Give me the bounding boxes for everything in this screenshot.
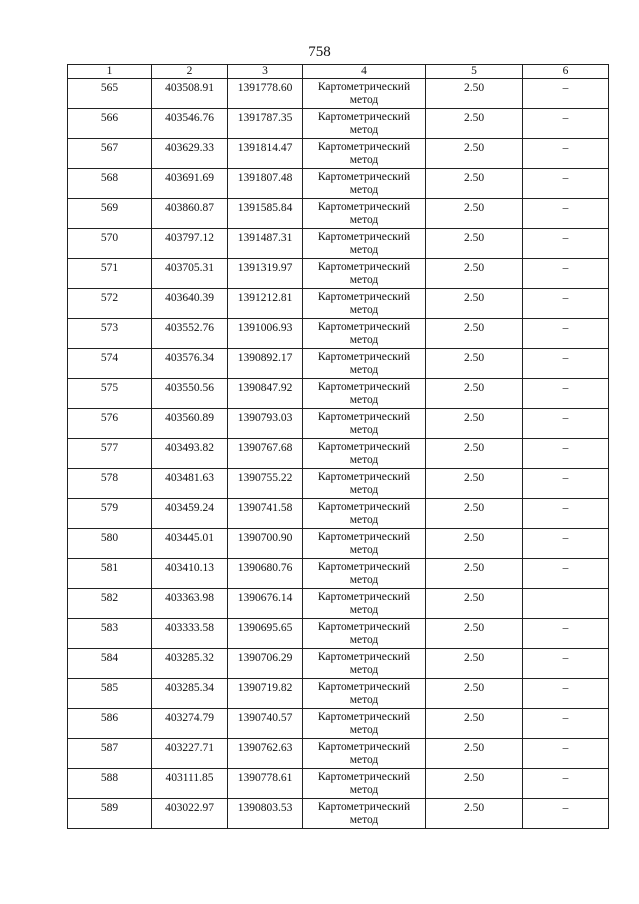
point-number-cell: 570: [68, 229, 152, 259]
accuracy-cell: 2.50: [426, 619, 523, 649]
method-line: метод: [349, 454, 379, 466]
note-cell: –: [523, 769, 609, 799]
method-line: метод: [349, 574, 379, 586]
accuracy-cell: 2.50: [426, 409, 523, 439]
x-coordinate-cell: 403459.24: [152, 499, 228, 529]
x-coordinate-cell: 403546.76: [152, 109, 228, 139]
accuracy-cell: 2.50: [426, 739, 523, 769]
method-line: метод: [349, 544, 379, 556]
point-number-cell: 574: [68, 349, 152, 379]
y-coordinate-cell: 1390793.03: [228, 409, 303, 439]
table-row: [68, 739, 609, 769]
y-coordinate-cell: 1391319.97: [228, 259, 303, 289]
accuracy-cell: 2.50: [426, 469, 523, 499]
method-line: Картометрический: [317, 321, 411, 333]
x-coordinate-cell: 403508.91: [152, 79, 228, 109]
x-coordinate-cell: 403640.39: [152, 289, 228, 319]
table-row: [68, 319, 609, 349]
column-header: 4: [303, 65, 426, 79]
y-coordinate-cell: 1390700.90: [228, 529, 303, 559]
note-cell: –: [523, 409, 609, 439]
method-cell: [303, 589, 426, 619]
method-line: Картометрический: [317, 441, 411, 453]
method-cell: [303, 439, 426, 469]
table-row: [68, 349, 609, 379]
method-line: Картометрический: [317, 141, 411, 153]
x-coordinate-cell: 403691.69: [152, 169, 228, 199]
method-cell: [303, 409, 426, 439]
accuracy-cell: 2.50: [426, 769, 523, 799]
method-line: метод: [349, 244, 379, 256]
column-header: 5: [426, 65, 523, 79]
point-number-cell: 566: [68, 109, 152, 139]
method-cell: [303, 139, 426, 169]
y-coordinate-cell: 1391585.84: [228, 199, 303, 229]
accuracy-cell: 2.50: [426, 559, 523, 589]
x-coordinate-cell: 403274.79: [152, 709, 228, 739]
note-cell: –: [523, 439, 609, 469]
point-number-cell: 587: [68, 739, 152, 769]
method-line: метод: [349, 754, 379, 766]
page-number: 758: [308, 44, 331, 60]
method-cell: [303, 229, 426, 259]
accuracy-cell: 2.50: [426, 529, 523, 559]
method-line: метод: [349, 394, 379, 406]
method-line: Картометрический: [317, 351, 411, 363]
y-coordinate-cell: 1391814.47: [228, 139, 303, 169]
table-header: [68, 65, 609, 79]
accuracy-cell: 2.50: [426, 499, 523, 529]
x-coordinate-cell: 403022.97: [152, 799, 228, 829]
method-cell: [303, 109, 426, 139]
method-cell: [303, 289, 426, 319]
x-coordinate-cell: 403481.63: [152, 469, 228, 499]
table-row: [68, 499, 609, 529]
accuracy-cell: 2.50: [426, 349, 523, 379]
accuracy-cell: 2.50: [426, 229, 523, 259]
table-row: [68, 439, 609, 469]
method-line: Картометрический: [317, 471, 411, 483]
note-cell: –: [523, 169, 609, 199]
note-cell: –: [523, 109, 609, 139]
x-coordinate-cell: 403285.32: [152, 649, 228, 679]
table-row: [68, 379, 609, 409]
y-coordinate-cell: 1390767.68: [228, 439, 303, 469]
method-cell: [303, 649, 426, 679]
y-coordinate-cell: 1391807.48: [228, 169, 303, 199]
x-coordinate-cell: 403629.33: [152, 139, 228, 169]
note-cell: –: [523, 349, 609, 379]
y-coordinate-cell: 1390755.22: [228, 469, 303, 499]
table-row: [68, 799, 609, 829]
point-number-cell: 578: [68, 469, 152, 499]
method-line: Картометрический: [317, 771, 411, 783]
note-cell: –: [523, 139, 609, 169]
accuracy-cell: 2.50: [426, 679, 523, 709]
y-coordinate-cell: 1390778.61: [228, 769, 303, 799]
method-line: метод: [349, 424, 379, 436]
note-cell: –: [523, 289, 609, 319]
point-number-cell: 588: [68, 769, 152, 799]
point-number-cell: 567: [68, 139, 152, 169]
method-cell: [303, 349, 426, 379]
table-row: [68, 79, 609, 109]
method-line: метод: [349, 274, 379, 286]
point-number-cell: 565: [68, 79, 152, 109]
y-coordinate-cell: 1390706.29: [228, 649, 303, 679]
accuracy-cell: 2.50: [426, 319, 523, 349]
point-number-cell: 573: [68, 319, 152, 349]
table-row: [68, 649, 609, 679]
method-line: Картометрический: [317, 171, 411, 183]
method-line: метод: [349, 94, 379, 106]
y-coordinate-cell: 1390847.92: [228, 379, 303, 409]
x-coordinate-cell: 403333.58: [152, 619, 228, 649]
point-number-cell: 582: [68, 589, 152, 619]
x-coordinate-cell: 403410.13: [152, 559, 228, 589]
x-coordinate-cell: 403560.89: [152, 409, 228, 439]
table-row: [68, 229, 609, 259]
accuracy-cell: 2.50: [426, 139, 523, 169]
table-row: [68, 109, 609, 139]
y-coordinate-cell: 1390741.58: [228, 499, 303, 529]
note-cell: [523, 589, 609, 619]
method-line: метод: [349, 724, 379, 736]
y-coordinate-cell: 1390740.57: [228, 709, 303, 739]
method-line: метод: [349, 214, 379, 226]
table-row: [68, 259, 609, 289]
y-coordinate-cell: 1390892.17: [228, 349, 303, 379]
method-cell: [303, 529, 426, 559]
method-cell: [303, 799, 426, 829]
x-coordinate-cell: 403552.76: [152, 319, 228, 349]
accuracy-cell: 2.50: [426, 109, 523, 139]
method-cell: [303, 79, 426, 109]
x-coordinate-cell: 403550.56: [152, 379, 228, 409]
note-cell: –: [523, 529, 609, 559]
x-coordinate-cell: 403285.34: [152, 679, 228, 709]
table-row: [68, 769, 609, 799]
column-header: 3: [228, 65, 303, 79]
note-cell: –: [523, 619, 609, 649]
method-line: метод: [349, 694, 379, 706]
accuracy-cell: 2.50: [426, 649, 523, 679]
method-line: метод: [349, 604, 379, 616]
method-cell: [303, 499, 426, 529]
table-row: [68, 559, 609, 589]
method-line: Картометрический: [317, 561, 411, 573]
note-cell: –: [523, 469, 609, 499]
method-cell: [303, 379, 426, 409]
table-row: [68, 139, 609, 169]
y-coordinate-cell: 1391778.60: [228, 79, 303, 109]
table-row: [68, 169, 609, 199]
x-coordinate-cell: 403363.98: [152, 589, 228, 619]
method-line: метод: [349, 184, 379, 196]
method-line: Картометрический: [317, 591, 411, 603]
point-number-cell: 572: [68, 289, 152, 319]
method-line: Картометрический: [317, 531, 411, 543]
column-header: 2: [152, 65, 228, 79]
note-cell: –: [523, 79, 609, 109]
point-number-cell: 569: [68, 199, 152, 229]
method-line: Картометрический: [317, 81, 411, 93]
note-cell: –: [523, 199, 609, 229]
point-number-cell: 589: [68, 799, 152, 829]
y-coordinate-cell: 1390676.14: [228, 589, 303, 619]
method-line: Картометрический: [317, 801, 411, 813]
method-cell: [303, 709, 426, 739]
y-coordinate-cell: 1391006.93: [228, 319, 303, 349]
method-cell: [303, 199, 426, 229]
table-row: [68, 289, 609, 319]
note-cell: –: [523, 229, 609, 259]
y-coordinate-cell: 1390695.65: [228, 619, 303, 649]
table-body: [68, 79, 609, 829]
method-line: Картометрический: [317, 681, 411, 693]
method-cell: [303, 319, 426, 349]
accuracy-cell: 2.50: [426, 169, 523, 199]
method-cell: [303, 559, 426, 589]
accuracy-cell: 2.50: [426, 709, 523, 739]
point-number-cell: 581: [68, 559, 152, 589]
table-row: [68, 589, 609, 619]
column-header: 6: [523, 65, 609, 79]
method-line: Картометрический: [317, 741, 411, 753]
point-number-cell: 568: [68, 169, 152, 199]
coordinates-table: [67, 64, 609, 829]
accuracy-cell: 2.50: [426, 439, 523, 469]
table-row: [68, 709, 609, 739]
note-cell: –: [523, 739, 609, 769]
method-line: метод: [349, 304, 379, 316]
y-coordinate-cell: 1390762.63: [228, 739, 303, 769]
y-coordinate-cell: 1391487.31: [228, 229, 303, 259]
x-coordinate-cell: 403797.12: [152, 229, 228, 259]
method-line: Картометрический: [317, 381, 411, 393]
header-row: [68, 65, 609, 79]
note-cell: –: [523, 259, 609, 289]
table-row: [68, 409, 609, 439]
x-coordinate-cell: 403705.31: [152, 259, 228, 289]
method-line: Картометрический: [317, 651, 411, 663]
method-line: метод: [349, 664, 379, 676]
method-cell: [303, 259, 426, 289]
x-coordinate-cell: 403227.71: [152, 739, 228, 769]
y-coordinate-cell: 1390719.82: [228, 679, 303, 709]
method-cell: [303, 739, 426, 769]
table-row: [68, 529, 609, 559]
x-coordinate-cell: 403445.01: [152, 529, 228, 559]
x-coordinate-cell: 403111.85: [152, 769, 228, 799]
method-line: метод: [349, 814, 379, 826]
method-line: Картометрический: [317, 111, 411, 123]
method-line: метод: [349, 154, 379, 166]
method-line: Картометрический: [317, 711, 411, 723]
point-number-cell: 575: [68, 379, 152, 409]
accuracy-cell: 2.50: [426, 199, 523, 229]
method-line: метод: [349, 514, 379, 526]
point-number-cell: 580: [68, 529, 152, 559]
note-cell: –: [523, 799, 609, 829]
accuracy-cell: 2.50: [426, 259, 523, 289]
y-coordinate-cell: 1391787.35: [228, 109, 303, 139]
point-number-cell: 584: [68, 649, 152, 679]
note-cell: –: [523, 499, 609, 529]
point-number-cell: 583: [68, 619, 152, 649]
method-cell: [303, 169, 426, 199]
method-line: метод: [349, 124, 379, 136]
accuracy-cell: 2.50: [426, 79, 523, 109]
note-cell: –: [523, 709, 609, 739]
point-number-cell: 571: [68, 259, 152, 289]
table-row: [68, 619, 609, 649]
method-line: метод: [349, 634, 379, 646]
note-cell: –: [523, 379, 609, 409]
method-line: Картометрический: [317, 621, 411, 633]
method-cell: [303, 679, 426, 709]
accuracy-cell: 2.50: [426, 379, 523, 409]
method-line: Картометрический: [317, 411, 411, 423]
method-line: Картометрический: [317, 501, 411, 513]
method-line: метод: [349, 364, 379, 376]
x-coordinate-cell: 403576.34: [152, 349, 228, 379]
method-line: Картометрический: [317, 261, 411, 273]
method-line: метод: [349, 784, 379, 796]
note-cell: –: [523, 649, 609, 679]
accuracy-cell: 2.50: [426, 589, 523, 619]
method-line: метод: [349, 334, 379, 346]
table-row: [68, 679, 609, 709]
y-coordinate-cell: 1391212.81: [228, 289, 303, 319]
note-cell: –: [523, 319, 609, 349]
column-header: 1: [68, 65, 152, 79]
point-number-cell: 577: [68, 439, 152, 469]
y-coordinate-cell: 1390803.53: [228, 799, 303, 829]
note-cell: –: [523, 679, 609, 709]
table-row: [68, 469, 609, 499]
accuracy-cell: 2.50: [426, 289, 523, 319]
point-number-cell: 585: [68, 679, 152, 709]
x-coordinate-cell: 403860.87: [152, 199, 228, 229]
method-line: метод: [349, 484, 379, 496]
method-line: Картометрический: [317, 231, 411, 243]
note-cell: –: [523, 559, 609, 589]
accuracy-cell: 2.50: [426, 799, 523, 829]
y-coordinate-cell: 1390680.76: [228, 559, 303, 589]
method-line: Картометрический: [317, 201, 411, 213]
point-number-cell: 576: [68, 409, 152, 439]
point-number-cell: 579: [68, 499, 152, 529]
method-cell: [303, 769, 426, 799]
x-coordinate-cell: 403493.82: [152, 439, 228, 469]
method-line: Картометрический: [317, 291, 411, 303]
point-number-cell: 586: [68, 709, 152, 739]
method-cell: [303, 469, 426, 499]
table-row: [68, 199, 609, 229]
method-cell: [303, 619, 426, 649]
